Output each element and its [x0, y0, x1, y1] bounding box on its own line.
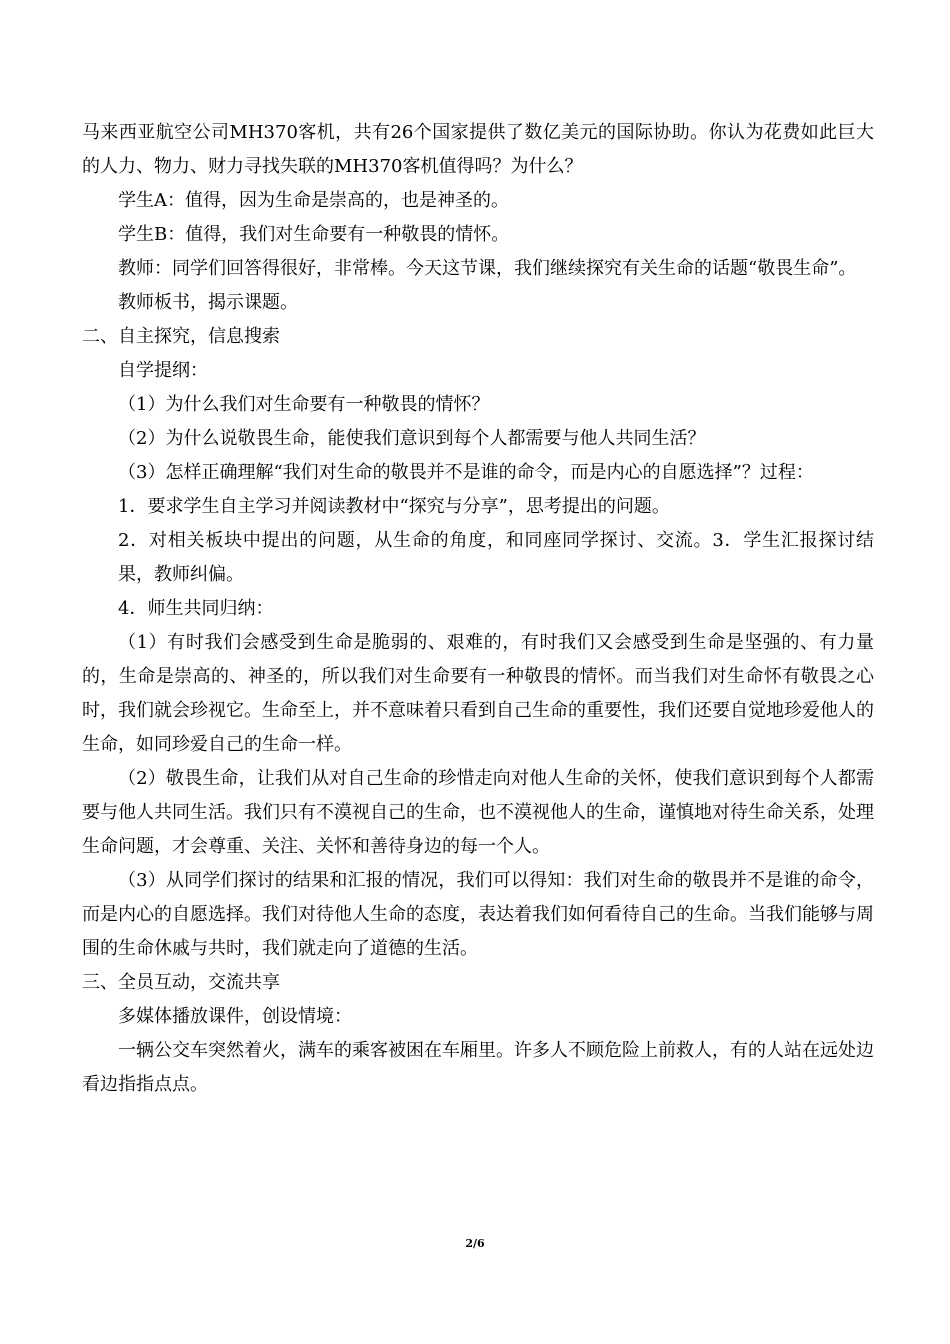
paragraph-outline-title: 自学提纲： [118, 360, 208, 381]
process-step-1: 1．要求学生自主学习并阅读教材中“探究与分享”，思考提出的问题。 [118, 496, 670, 517]
paragraph-multimedia: 多媒体播放课件，创设情境： [118, 1006, 352, 1027]
outline-item-3: （3）怎样正确理解“我们对生命的敬畏并不是谁的命令，而是内心的自愿选择”？过程： [118, 462, 814, 483]
section-heading-3: 三、全员互动，交流共享 [82, 972, 280, 993]
process-step-2: 2．对相关板块中提出的问题，从生命的角度，和同座同学探讨、交流。3．学生汇报探讨结果，教师纠偏。 [118, 530, 874, 585]
outline-item-2: （2）为什么说敬畏生命，能使我们意识到每个人都需要与他人共同生活？ [118, 428, 706, 449]
paragraph-board: 教师板书，揭示课题。 [118, 292, 298, 313]
process-step-4: 4．师生共同归纳： [118, 598, 274, 619]
paragraph-student-b: 学生B：值得，我们对生命要有一种敬畏的情怀。 [118, 224, 510, 245]
summary-item-1: （1）有时我们会感受到生命是脆弱的、艰难的，有时我们又会感受到生命是坚强的、有力量的，生命是崇高的、神圣的，所以我们对生命要有一种敬畏的情怀。而当我们对生命怀有敬畏之心时，我们就会珍视它。生命至上，并不意味着只看到自己生命的重要性，我们还要自觉地珍爱他人的生命，如同珍爱自己的生命一样。 [82, 632, 874, 755]
outline-item-1: （1）为什么我们对生命要有一种敬畏的情怀？ [118, 394, 490, 415]
paragraph-student-a: 学生A：值得，因为生命是崇高的，也是神圣的。 [118, 190, 509, 211]
summary-item-3: （3）从同学们探讨的结果和汇报的情况，我们可以得知：我们对生命的敬畏并不是谁的命令，而是内心的自愿选择。我们对待他人生命的态度，表达着我们如何看待自己的生命。当我们能够与周围的生命休戚与共时，我们就走向了道德的生活。 [82, 870, 874, 959]
summary-item-2: （2）敬畏生命，让我们从对自己生命的珍惜走向对他人生命的关怀，使我们意识到每个人都需要与他人共同生活。我们只有不漠视自己的生命，也不漠视他人的生命，谨慎地对待生命关系，处理生命问题，才会尊重、关注、关怀和善待身边的每一个人。 [82, 768, 874, 857]
paragraph-intro: 马来西亚航空公司MH370客机，共有26个国家提供了数亿美元的国际协助。你认为花费如此巨大的人力、物力、财力寻找失联的MH370客机值得吗？为什么？ [82, 122, 874, 177]
section-heading-2: 二、自主探究，信息搜索 [82, 326, 280, 347]
paragraph-teacher: 教师：同学们回答得很好，非常棒。今天这节课，我们继续探究有关生命的话题“敬畏生命”。 [118, 258, 857, 279]
document-body [82, 116, 874, 1102]
page-number: 2/6 [465, 1237, 485, 1250]
paragraph-scenario: 一辆公交车突然着火，满车的乘客被困在车厢里。许多人不顾危险上前救人，有的人站在远处边看边指指点点。 [82, 1040, 874, 1095]
